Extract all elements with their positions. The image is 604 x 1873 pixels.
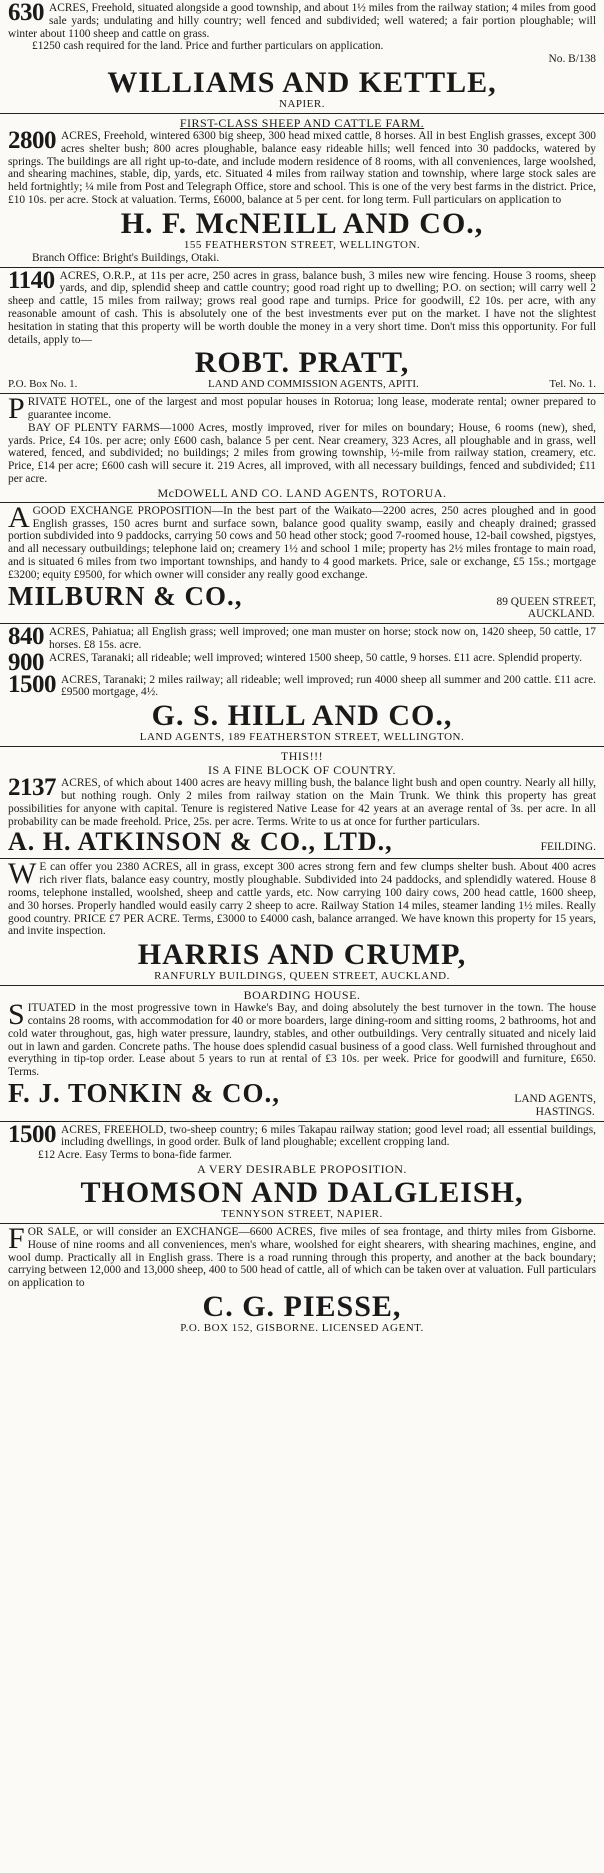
advert-thomson-dalgleish — [0, 1120, 604, 1221]
advert-body: W E can offer you 2380 ACRES, all in grass, except 300 acres strong fern and few clumps shelter bush. About 400 acres rich river flats, balance easy country, mostly ploughable. Subdivided into 24 paddocks, and splendidly watered. House 8 rooms, telephone installed, woolshed, sheep and cattle yards, etc. Now carrying 100 dairy cows, 200 head cattle, 1600 sheep, and 30 horses. Properly handled would easily carry 2 sheep to acre. Railway Station 14 miles, steamer landing 1½ miles. Really good country. PRICE £7 PER ACRE. Terms, £3000 to £4000 cash, balance arranged. We have known this property for 15 years, and invite inspection. — [8, 857, 596, 938]
advert-body: A GOOD EXCHANGE PROPOSITION—In the best part of the Waikato—2200 acres, 250 acres ploughed and in good English grasses, 150 acres burnt and surface sown, balance good quality swamp, easily and cheaply drained; grassed portion subdivided into 9 paddocks, carrying 50 cows and 50 head other stock; good 7-roomed house, 12-bail cowshed, pigstyes, and all necessary outbuildings; telephone laid on; creamery 1½ and school 1 mile; property has 2½ miles frontage to main road, and is situated 6 miles from two important townships, and handy to 4 good markets. Price, sale or exchange, £5 15s.; mortgage £3200; equity £9500, for which owner will consider any really good exchange. — [8, 500, 596, 581]
telephone: Tel. No. 1. — [549, 378, 596, 391]
advert-mcneill — [0, 116, 604, 265]
agent-name: MILBURN & CO., — [8, 580, 243, 611]
drop-cap: F — [8, 1222, 25, 1256]
acreage-figure: 1500 — [8, 1120, 56, 1148]
advert-heading: BOARDING HOUSE. — [243, 988, 361, 1003]
agent-row — [8, 582, 596, 622]
advert-heading: FIRST-CLASS SHEEP AND CATTLE FARM. — [179, 115, 425, 130]
advert-ref: No. B/138 — [548, 53, 596, 66]
acreage-figure: 900 — [8, 648, 44, 676]
advert-atkinson — [0, 749, 604, 856]
agent-name: G. S. HILL AND CO., — [151, 699, 453, 733]
agent-address: 89 QUEEN STREET, AUCKLAND. — [496, 595, 596, 621]
listing-900: 900 ACRES, Taranaki; all rideable; well improved; wintered 1500 sheep, 50 cattle, 9 horses. £11 acre. Splendid property. — [8, 648, 583, 676]
branch-office: Branch Office: Bright's Buildings, Otaki. — [32, 251, 220, 264]
advert-body-2: BAY OF PLENTY FARMS—1000 Acres, mostly improved, river for miles on boundary; House, 6 rooms (new), shed, yards. Price, £4 10s. per acre; only £600 cash, balance 5 per cent. Near creamery, 323 Acres, all ploughable and in grass, well watered, fenced, and subdivided; no buildings; 2 miles from growing township, ½-mile from railway station, creamery, etc. Price, £14 per acre; £600 cash will secure it. 219 Acres, all improved, with all necessary buildings, fenced and subdivided; £11 per acre. — [8, 421, 596, 485]
listing-1500: 1500 ACRES, Taranaki; 2 miles railway; all rideable; well improved; run 4000 sheep all summer and 200 cattle. £11 acre. £9500 mortgage, 4½. — [8, 670, 596, 699]
agent-name: HARRIS AND CRUMP, — [137, 938, 467, 972]
acreage-figure: 1140 — [8, 266, 55, 294]
divider — [0, 502, 604, 503]
advert-williams-kettle — [0, 0, 604, 111]
advert-body: 1500 ACRES, FREEHOLD, two-sheep country; 6 miles Takapau railway station; good level road; all essential buildings, including dwellings, in good order. Bulk of land ploughable; excellent cropping land. — [8, 1120, 596, 1149]
drop-cap: A — [8, 500, 30, 534]
po-box: P.O. Box No. 1. — [8, 378, 78, 391]
agent-name: ROBT. PRATT, — [194, 346, 410, 380]
agent-name: H. F. McNEILL AND CO., — [120, 206, 484, 240]
drop-cap: P — [8, 392, 25, 426]
acreage-figure: 1500 — [8, 670, 56, 698]
agent-row — [8, 828, 596, 856]
divider — [0, 393, 604, 394]
agent-address: 155 FEATHERSTON STREET, WELLINGTON. — [183, 238, 421, 251]
advert-body: 1140 ACRES, O.R.P., at 11s per acre, 250 acres in grass, balance bush, 3 miles new wire fencing. House 3 rooms, sheep yards, and dip, splendid sheep and cattle country; good road right up to dwelling; P.O. on section; will carry well 2 sheep and cattle, 15 miles from railway; grows real good rape and turnips. Price for goodwill, £2 10s. per acre, with any reasonable amount of cash. This is absolutely one of the best investments ever put on the market. I have not the slightest hesitation in stating that this property will be worth double the money in a very short time. Don't miss this opportunity. For full details, apply to— — [8, 266, 596, 346]
agent-name: F. J. TONKIN & CO., — [8, 1078, 281, 1109]
divider — [0, 858, 604, 859]
acreage-figure: 2800 — [8, 126, 56, 154]
agent-name: C. G. PIESSE, — [202, 1290, 402, 1323]
advert-terms: £12 Acre. Easy Terms to bona-fide farmer. — [38, 1149, 232, 1162]
agent-address: LAND AGENTS, 189 FEATHERSTON STREET, WELLINGTON. — [139, 731, 465, 744]
divider — [0, 746, 604, 747]
agent-town: FEILDING. — [540, 841, 596, 854]
advert-body: 2137 ACRES, of which about 1400 acres are heavy milling bush, the balance light bush and open country. Nearly all hilly, but nothing rough. Only 2 miles from railway station on the Main Trunk. We think this property has great possibilities for anyone with capital. Tenure is registered Native Lease for 42 years at an average rental of 3s. per acre. In all probability can be made freehold. Price, 25s. per acre. Terms. Write to us at once for further particulars. — [8, 774, 596, 828]
listing-840: 840 ACRES, Pahiatua; all English grass; well improved; one man muster on horse; stock now on, 1420 sheep, 50 cattle, 17 horses. £8 15s. acre. — [8, 623, 596, 651]
agent-address: RANFURLY BUILDINGS, QUEEN STREET, AUCKLAND. — [154, 970, 450, 983]
divider — [0, 1223, 604, 1224]
acreage-figure: 2137 — [8, 774, 56, 802]
advert-harris-crump — [0, 857, 604, 983]
advert-heading: THIS!!! — [280, 749, 324, 764]
agent-name: WILLIAMS AND KETTLE, — [107, 65, 497, 99]
advert-body: F OR SALE, or will consider an EXCHANGE—6600 ACRES, five miles of sea frontage, and thirty miles from Gisborne. House of nine rooms and all conveniences, men's whare, woolshed for eight shearers, with shearing machines, engine, and wool dump. Practically all in English grass. There is a road running through this property, and another at the back boundary; carrying between 12,000 and 13,000 sheep, 400 to 500 head of cattle, all of which can be taken over at valuation. Full particulars on application to — [8, 1222, 597, 1290]
advert-mcdowell — [0, 392, 604, 500]
advert-body: 2800 ACRES, Freehold, wintered 6300 big sheep, 300 head mixed cattle, 8 horses. All in best English grasses, except 300 acres shelter bush; 800 acres ploughable, balance easy rideable hills; well fenced into 30 paddocks, watered by springs. The buildings are all right up-to-date, and include modern residence of 8 rooms, with all conveniences, large woolshed, and shearing machines, stable, dip, yards, etc. Situated 4 miles from railway station and township, where large stock sales are held fortnightly; ¼ mile from Post and Telegraph Office, store and school. This is one of the very best farms in the district. Price, £10 10s. per acre. Stock at valuation. Terms, £6000, balance at 5 per cent. for long term. Full particulars on application to — [8, 126, 596, 206]
agent-name: McDOWELL AND CO. LAND AGENTS, ROTORUA. — [157, 485, 447, 500]
advert-heading: A VERY DESIRABLE PROPOSITION. — [197, 1162, 407, 1177]
advert-robt-pratt — [0, 266, 604, 392]
divider — [0, 985, 604, 986]
agent-name: THOMSON AND DALGLEISH, — [80, 1176, 524, 1210]
agent-address: TENNYSON STREET, NAPIER. — [221, 1208, 383, 1221]
agent-role: LAND AGENTS, HASTINGS. — [514, 1093, 596, 1118]
advert-body: S ITUATED in the most progressive town in Hawke's Bay, and doing absolutely the best turnover in the town. The house contains 28 rooms, with accommodation for 40 or more boarders, large dining-room and sitting rooms, 2 bathrooms, hot and cold water throughout, gas, high water pressure, laundry, stables, and other outbuildings. Very centrally situated and nicely laid out in lawn and garden. Concrete paths. The house does splendid casual business of a good class. Well furnished throughout and everything in tip-top order. Lease about 5 years to run at rental of £3 10s. per week. Price for goodwill and furniture, £650. Terms. — [8, 998, 596, 1079]
agent-contact-row — [8, 378, 596, 391]
advert-subheading: IS A FINE BLOCK OF COUNTRY. — [208, 763, 396, 778]
agent-town: NAPIER. — [279, 97, 325, 110]
advert-gs-hill — [0, 623, 604, 744]
advert-tonkin — [0, 988, 604, 1118]
divider — [0, 1121, 604, 1122]
firm-line: LAND AND COMMISSION AGENTS, APITI. — [207, 378, 419, 391]
advert-piesse — [0, 1222, 604, 1335]
divider — [0, 267, 604, 268]
agent-row — [8, 1079, 596, 1119]
agent-address: P.O. BOX 152, GISBORNE. LICENSED AGENT. — [180, 1322, 424, 1334]
advert-body: 630 ACRES, Freehold, situated alongside a good township, and about 1½ miles from the railway station; 4 miles from good sale yards; undulating and hilly country; well fenced and subdivided; well watered; a fair portion ploughable; will winter about 1100 sheep and cattle on grass. — [8, 0, 596, 40]
advert-terms: £1250 cash required for the land. Price and further particulars on application. — [32, 40, 384, 53]
acreage-figure: 630 — [8, 0, 44, 26]
advert-milburn — [0, 500, 604, 621]
advert-body: P RIVATE HOTEL, one of the largest and most popular houses in Rotorua; long lease, moderate rental; owner prepared to guarantee income. — [8, 392, 596, 426]
acreage-figure: 840 — [8, 623, 44, 651]
drop-cap: W — [8, 857, 37, 891]
divider — [0, 623, 604, 624]
agent-name: A. H. ATKINSON & CO., LTD., — [8, 827, 393, 857]
divider — [0, 113, 604, 114]
drop-cap: S — [8, 998, 25, 1032]
